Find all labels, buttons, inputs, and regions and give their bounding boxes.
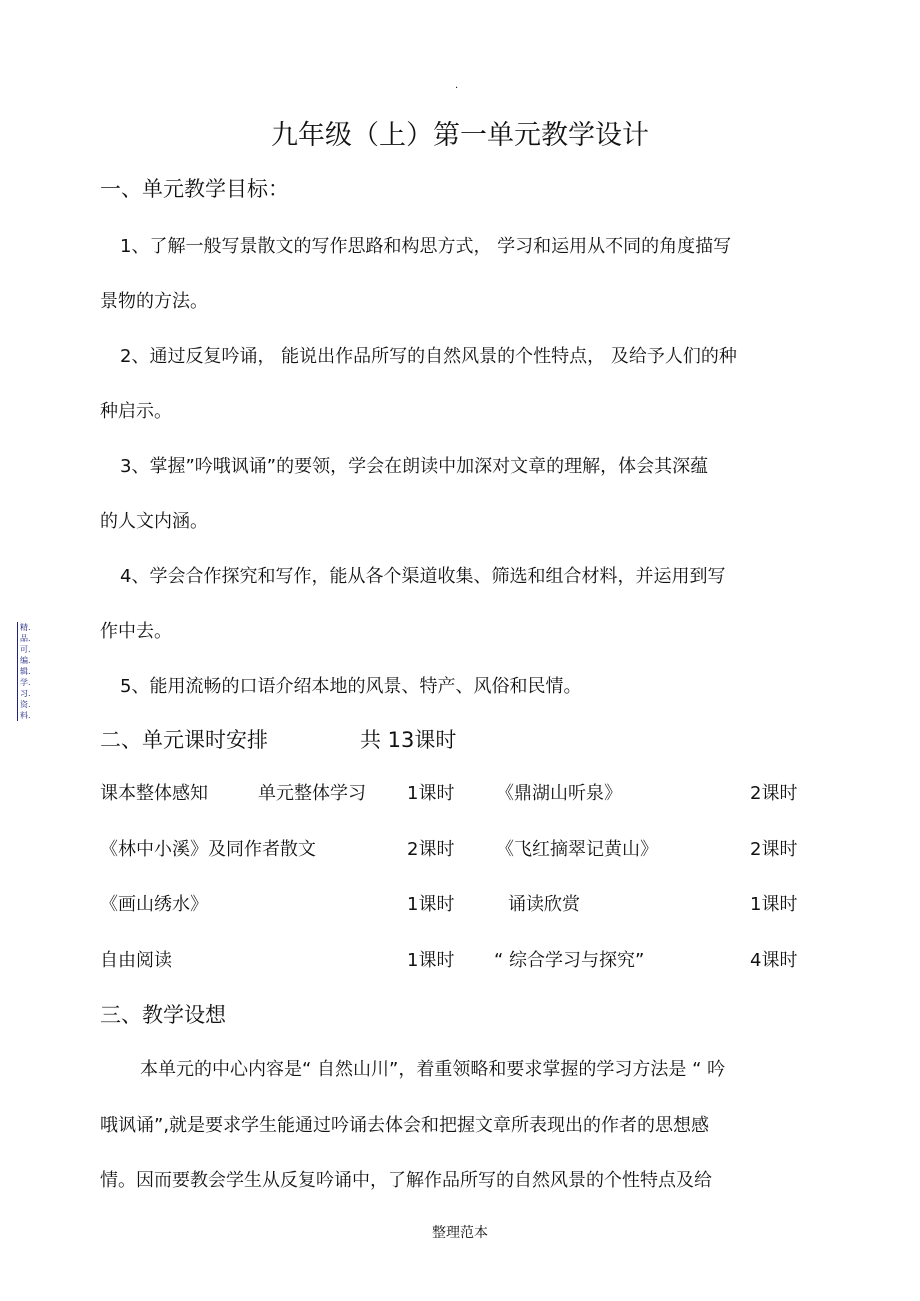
goal-1-line1: 1、了解一般写景散文的写作思路和构思方式， 学习和运用从不同的角度描写 [120, 236, 732, 257]
sidebar-watermark [17, 622, 34, 721]
table-cell: 诵读欣赏 [508, 894, 580, 915]
goal-4-line2: 作中去。 [100, 621, 172, 642]
sidebar-char: 习. [20, 689, 31, 698]
total-hours: 共 13课时 [360, 728, 457, 752]
goal-3-line1: 3、掌握”吟哦讽诵”的要领，学会在朗读中加深对文章的理解，体会其深蕴 [120, 456, 709, 477]
section1-heading: 一、单元教学目标： [100, 177, 289, 201]
sidebar-char: 编. [20, 656, 31, 665]
goal-4-line1: 4、学会合作探究和写作，能从各个渠道收集、筛选和组合材料，并运用到写 [120, 566, 726, 587]
paragraph-line-1: 本单元的中心内容是“ 自然山川”，着重领略和要求掌握的学习方法是 “ 吟 [140, 1059, 726, 1080]
table-cell: “ 综合学习与探究” [494, 950, 645, 971]
sidebar-char: 学. [20, 678, 31, 687]
table-cell: 单元整体学习 [258, 783, 366, 804]
page-footer: 整理范本 [432, 1225, 488, 1241]
section3-heading: 三、教学设想 [100, 1003, 226, 1027]
goal-1-line2: 景物的方法。 [100, 291, 208, 312]
table-cell: 《飞红摘翠记黄山》 [496, 839, 658, 860]
table-cell: 1课时 [407, 783, 455, 804]
table-cell: 《画山绣水》 [100, 894, 208, 915]
table-cell: 1课时 [750, 894, 798, 915]
sidebar-char: 品. [20, 634, 31, 643]
goal-3-line2: 的人文内涵。 [100, 511, 208, 532]
table-cell: 1课时 [407, 950, 455, 971]
section2-heading: 二、单元课时安排 [100, 728, 268, 752]
table-cell: 自由阅读 [100, 950, 172, 971]
header-dot: . [455, 80, 459, 91]
table-cell: 2课时 [407, 839, 455, 860]
document-title: 九年级（上）第一单元教学设计 [271, 120, 649, 151]
table-cell: 课本整体感知 [100, 783, 208, 804]
sidebar-char: 料. [20, 711, 31, 720]
sidebar-char: 资. [20, 700, 31, 709]
table-cell: 《鼎湖山听泉》 [496, 783, 622, 804]
goal-5-line1: 5、能用流畅的口语介绍本地的风景、特产、风俗和民情。 [120, 676, 582, 697]
table-cell: 1课时 [407, 894, 455, 915]
goal-2-line2: 种启示。 [100, 401, 172, 422]
paragraph-line-2: 哦讽诵”,就是要求学生能通过吟诵去体会和把握文章所表现出的作者的思想感 [100, 1115, 710, 1136]
goal-2-line1: 2、通过反复吟诵， 能说出作品所写的自然风景的个性特点， 及给予人们的种 [120, 346, 737, 367]
paragraph-line-3: 情。因而要教会学生从反复吟诵中，了解作品所写的自然风景的个性特点及给 [100, 1170, 712, 1191]
sidebar-char: 可. [20, 645, 31, 654]
table-cell: 2课时 [750, 783, 798, 804]
table-cell: 《林中小溪》及同作者散文 [100, 839, 316, 860]
sidebar-char: 辑. [20, 667, 31, 676]
table-cell: 2课时 [750, 839, 798, 860]
table-cell: 4课时 [750, 950, 798, 971]
sidebar-char: 精. [20, 623, 31, 632]
